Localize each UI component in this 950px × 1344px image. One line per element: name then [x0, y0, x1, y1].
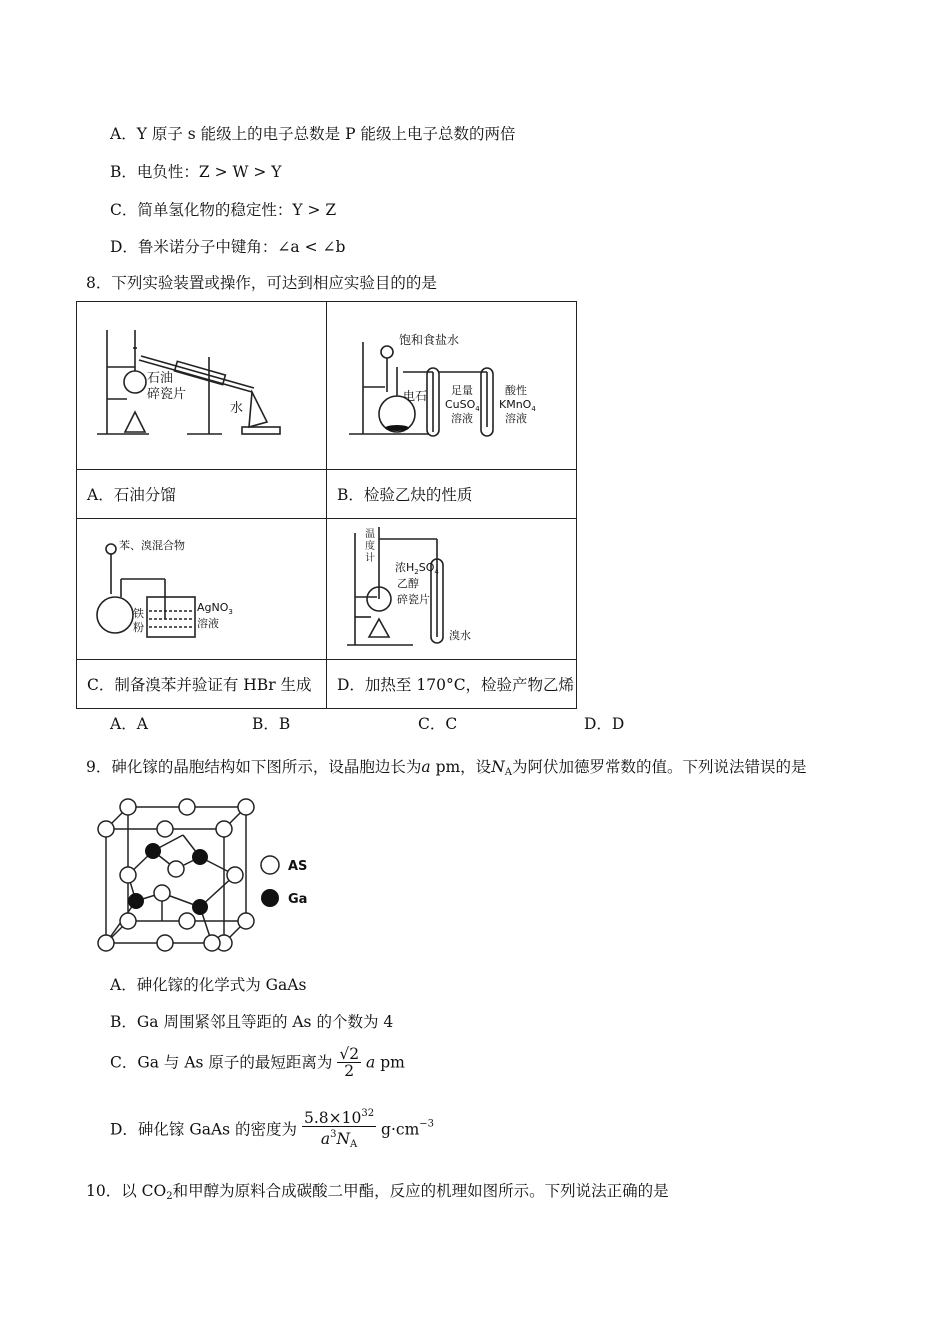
gaas-unit-cell-diagram	[90, 795, 350, 960]
label-h2so4: 浓$H_2SO_4$	[395, 561, 439, 576]
q8-apparatus-table	[76, 301, 577, 709]
q9-stem: 9．砷化镓的晶胞结构如下图所示，设晶胞边长为a pm，设$N_A$为阿伏加德罗常数的值。下列说法错误的是	[86, 758, 807, 778]
bromobenzene-apparatus-diagram	[77, 519, 326, 655]
label-water: 水	[230, 401, 244, 416]
label-iron-2: 粉	[133, 621, 144, 634]
q9-option-d: D．砷化镓 GaAs 的密度为 $\frac{5.8\times 10^{32}}{a^3N_A}$ $g\cdot cm^{-3}$	[110, 1106, 434, 1153]
ethylene-apparatus-diagram	[327, 519, 576, 655]
label-thermometer-3: 计	[365, 553, 375, 564]
apparatus-a-cell	[77, 302, 327, 470]
apparatus-c-cell	[77, 519, 327, 660]
q10-stem: 10．以 $CO_2$和甲醇为原料合成碳酸二甲酯，反应的机理如图所示。下列说法正确的是	[86, 1182, 669, 1202]
legend-ga-label: Ga	[288, 892, 308, 907]
apparatus-d-cell	[327, 519, 577, 660]
q7-option-c: C．简单氢化物的稳定性：Y > Z	[110, 201, 337, 219]
label-carbide: 电石	[403, 389, 428, 403]
apparatus-b-cell	[327, 302, 577, 470]
label-kmno4-line1: 酸性	[505, 384, 527, 397]
apparatus-b-caption: B．检验乙炔的性质	[327, 470, 577, 519]
label-kmno4-line2: KMnO$_4$	[499, 398, 536, 413]
apparatus-a-caption: A．石油分馏	[77, 470, 327, 519]
as-legend-icon	[261, 856, 279, 874]
label-chips-d: 碎瓷片	[397, 593, 430, 606]
q8-stem: 8．下列实验装置或操作，可达到相应实验目的的是	[86, 274, 437, 292]
label-brine: 饱和食盐水	[399, 333, 460, 347]
label-iron-1: 铁	[133, 607, 144, 620]
label-benzene-bromine: 苯、溴混合物	[119, 539, 185, 552]
density-fraction: $\frac{5.8\times 10^{32}}{a^3N_A}$	[304, 1108, 375, 1150]
label-cuso4-line2: CuSO$_4$	[445, 398, 480, 413]
label-thermometer-1: 温	[365, 529, 375, 540]
label-ethanol: 乙醇	[397, 577, 419, 590]
label-chips: 碎瓷片	[147, 387, 187, 402]
label-bromine-water: 溴水	[449, 629, 471, 642]
label-agno3: AgNO$_3$	[197, 601, 233, 616]
apparatus-d-caption: D．加热至 170°C，检验产物乙烯	[327, 660, 577, 709]
sqrt2-over-2-fraction: $\frac{√2}{2}$	[339, 1045, 360, 1080]
label-agno3-solution: 溶液	[197, 617, 219, 630]
q7-option-a: A．Y 原子 s 能级上的电子总数是 P 能级上电子总数的两倍	[110, 125, 516, 143]
label-cuso4-line3: 溶液	[451, 412, 473, 425]
distillation-apparatus-diagram	[77, 302, 326, 465]
q8-choice-a: A．A	[110, 715, 148, 733]
q9-option-c: C．Ga 与 As 原子的最短距离为 $\frac{√2}{2}$ a pm	[110, 1045, 405, 1080]
q9-option-b: B．Ga 周围紧邻且等距的 As 的个数为 4	[110, 1013, 394, 1031]
ga-legend-icon	[261, 889, 279, 907]
q9-option-a: A．砷化镓的化学式为 GaAs	[110, 976, 307, 994]
label-thermometer-2: 度	[365, 541, 375, 552]
label-kmno4-line3: 溶液	[505, 412, 527, 425]
acetylene-apparatus-diagram	[327, 302, 576, 465]
q8-choice-c: C．C	[418, 715, 458, 733]
q7-option-d: D．鲁米诺分子中键角：∠a < ∠b	[110, 238, 346, 256]
legend-as-label: AS	[288, 859, 308, 874]
q8-choice-b: B．B	[252, 715, 291, 733]
label-oil: 石油	[147, 371, 174, 386]
q7-option-b: B．电负性：Z > W > Y	[110, 163, 282, 181]
q8-choice-d: D．D	[584, 715, 625, 733]
label-cuso4-line1: 足量	[451, 384, 473, 397]
apparatus-c-caption: C．制备溴苯并验证有 HBr 生成	[77, 660, 327, 709]
